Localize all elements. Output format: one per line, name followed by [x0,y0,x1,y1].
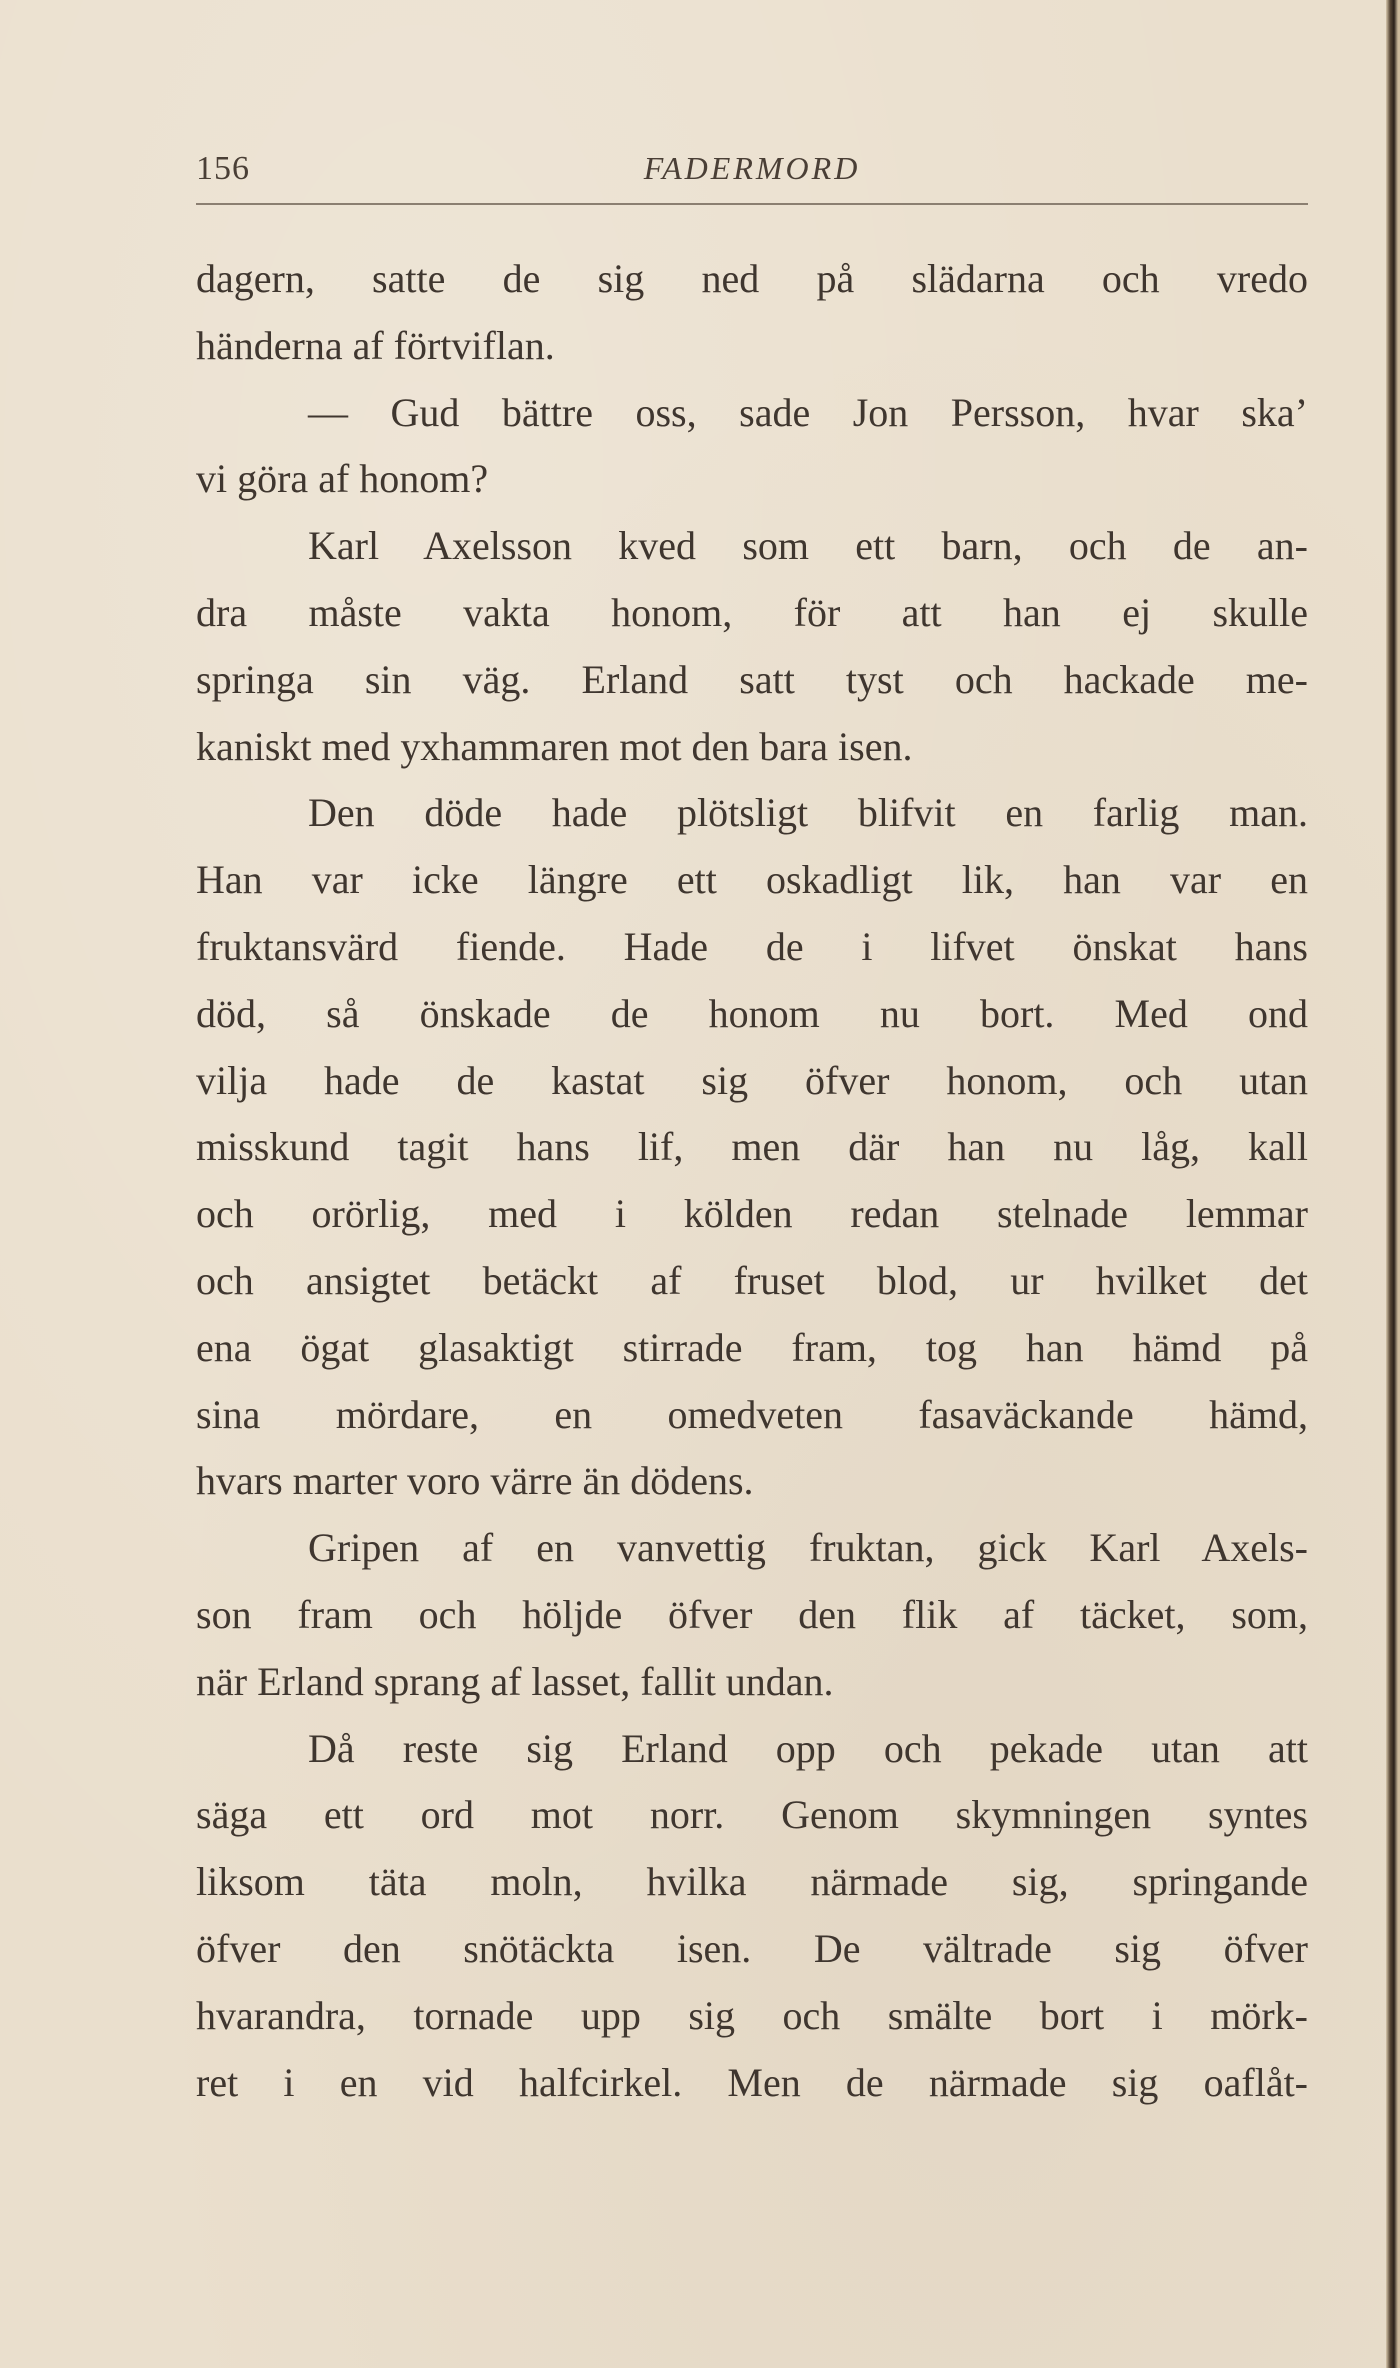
text-line: när Erland sprang af lasset, fallit undan. [196,1658,834,1704]
text-line: ena ögat glasaktigt stirrade fram, tog han hämd på [196,1324,1308,1370]
text-line: — Gud bättre oss, sade Jon Persson, hvar ska’ [308,389,1308,435]
text-line: öfver den snötäckta isen. De vältrade sig öfver [196,1925,1308,1971]
text-line: vilja hade de kastat sig öfver honom, och utan [196,1057,1308,1103]
text-line: kaniskt med yxhammaren mot den bara isen. [196,723,913,769]
text-line: ret i en vid halfcirkel. Men de närmade sig oaflåt- [196,2059,1308,2105]
text-line: Gripen af en vanvettig fruktan, gick Karl Axels- [308,1525,1308,1571]
text-line: Den döde hade plötsligt blifvit en farlig man. [308,790,1308,836]
text-line: dra måste vakta honom, för att han ej skulle [196,589,1308,635]
text-line: säga ett ord mot norr. Genom skymningen syntes [196,1792,1308,1838]
text-line: händerna af förtviflan. [196,322,555,368]
running-head [196,150,1308,194]
text-line: dagern, satte de sig ned på slädarna och vredo [196,256,1308,301]
text-line: och ansigtet betäckt af fruset blod, ur hvilket det [196,1257,1308,1303]
header-rule [196,203,1308,205]
text-line: Karl Axelsson kved som ett barn, och de an- [308,523,1308,569]
page-number: 156 [196,150,250,187]
text-line: och orörlig, med i kölden redan stelnade lemmar [196,1191,1308,1237]
running-title: FADERMORD [643,150,861,186]
text-line: sina mördare, en omedveten fasaväckande hämd, [196,1391,1308,1437]
text-line: misskund tagit hans lif, men där han nu låg, kall [196,1124,1308,1170]
text-line: hvars marter voro värre än dödens. [196,1458,754,1504]
text-line: fruktansvärd fiende. Hade de i lifvet önskat hans [196,923,1308,969]
text-line: springa sin väg. Erland satt tyst och hackade me- [196,656,1308,702]
body-text [196,246,1308,2116]
text-line: död, så önskade de honom nu bort. Med ond [196,990,1308,1036]
page-edge [1386,0,1400,2368]
text-line: Då reste sig Erland opp och pekade utan att [308,1725,1308,1771]
text-line: Han var icke längre ett oskadligt lik, han var en [196,857,1308,903]
text-line: hvarandra, tornade upp sig och smälte bort i mörk- [196,1992,1308,2038]
text-line: vi göra af honom? [196,456,489,502]
text-line: son fram och höljde öfver den flik af täcket, som, [196,1591,1308,1637]
text-line: liksom täta moln, hvilka närmade sig, springande [196,1859,1308,1905]
